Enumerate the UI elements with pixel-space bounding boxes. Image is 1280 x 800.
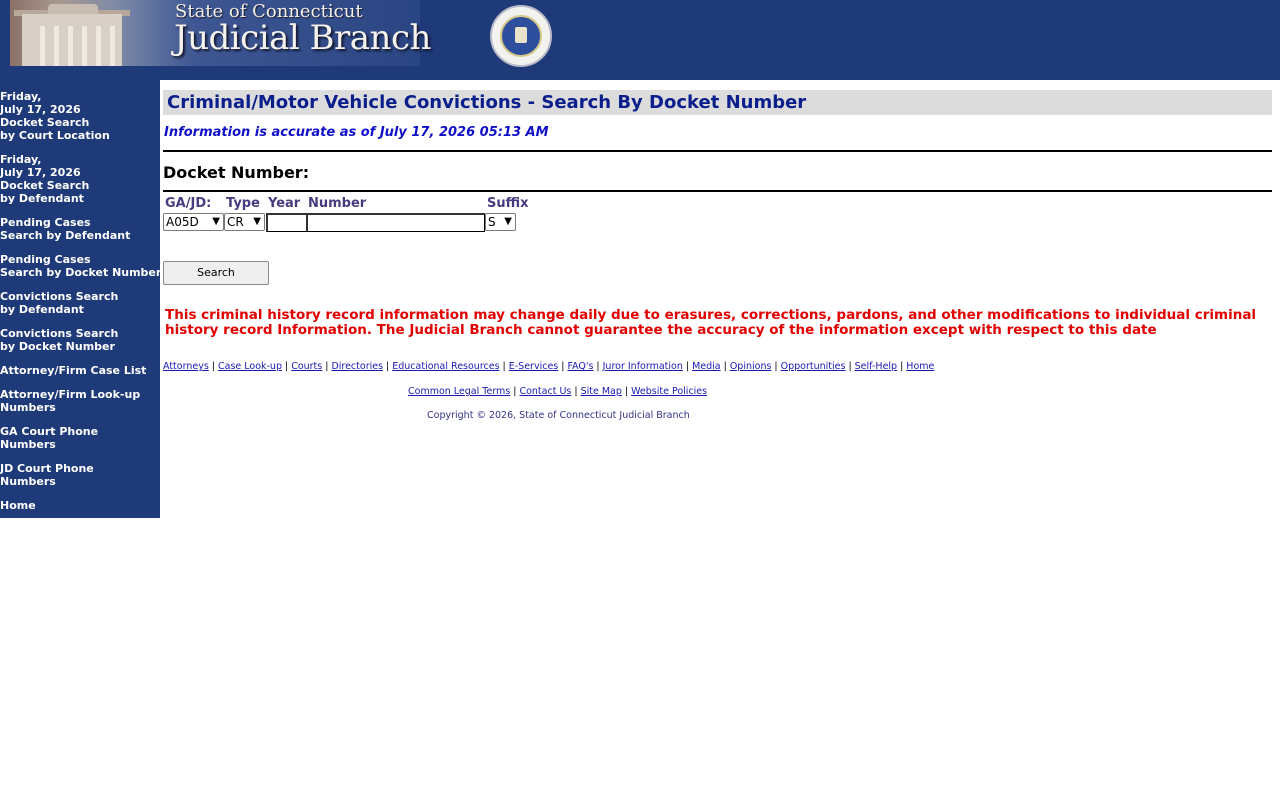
footer-link-courts[interactable]: Courts	[291, 361, 323, 372]
sidebar-item-pending-docket[interactable]: Pending Cases Search by Docket Number	[0, 253, 162, 279]
footer-link-media[interactable]: Media	[692, 361, 721, 372]
number-label: Number	[308, 196, 367, 211]
year-input[interactable]	[266, 213, 307, 232]
copyright: Copyright © 2026, State of Connecticut Judicial Branch	[427, 410, 690, 421]
docket-number-label: Docket Number:	[163, 163, 310, 182]
footer-link-common-legal-terms[interactable]: Common Legal Terms	[408, 386, 511, 397]
sidebar-item-convictions-docket[interactable]: Convictions Search by Docket Number	[0, 327, 119, 353]
footer-link-directories[interactable]: Directories	[331, 361, 384, 372]
footer-link-site-map[interactable]: Site Map	[580, 386, 622, 397]
footer-link-attorneys[interactable]: Attorneys	[163, 361, 209, 372]
sidebar-item-jd-phone[interactable]: JD Court Phone Numbers	[0, 462, 94, 488]
footer-link-case-lookup[interactable]: Case Look-up	[217, 361, 282, 372]
chevron-down-icon: ▼	[212, 216, 220, 227]
divider	[163, 150, 1272, 152]
footer-link-faqs[interactable]: FAQ's	[567, 361, 594, 372]
footer-links-secondary: Common Legal Terms | Contact Us | Site Map | Website Policies	[408, 386, 708, 397]
footer-link-contact-us[interactable]: Contact Us	[519, 386, 572, 397]
year-label: Year	[268, 196, 301, 211]
state-name: State of Connecticut	[175, 1, 363, 22]
disclaimer-text: This criminal history record information may change daily due to erasures, corrections, pardons, and other modifications to individual criminal history record Information. The Judicial Branch cannot guarantee the accuracy of the information except with respect to this date	[165, 307, 1257, 338]
divider	[163, 190, 1272, 192]
accuracy-notice: Information is accurate as of July 17, 2026 05:13 AM	[164, 125, 549, 140]
number-input[interactable]	[306, 213, 485, 232]
sidebar-item-attorney-case-list[interactable]: Attorney/Firm Case List	[0, 364, 147, 377]
sidebar-item-ga-phone[interactable]: GA Court Phone Numbers	[0, 425, 99, 451]
footer-link-opportunities[interactable]: Opportunities	[780, 361, 846, 372]
footer-link-opinions[interactable]: Opinions	[729, 361, 772, 372]
footer-link-e-services[interactable]: E-Services	[508, 361, 559, 372]
type-select[interactable]: CR ▼	[224, 213, 265, 231]
ga-jd-label: GA/JD:	[165, 196, 212, 211]
header-banner	[0, 0, 1280, 80]
footer-link-juror-information[interactable]: Juror Information	[602, 361, 683, 372]
sidebar-item-convictions-defendant[interactable]: Convictions Search by Defendant	[0, 290, 119, 316]
ga-jd-select[interactable]: A05D ▼	[163, 213, 224, 231]
page-title-bar	[163, 90, 1272, 115]
sidebar	[0, 80, 160, 518]
search-button[interactable]: Search	[163, 261, 269, 285]
sidebar-item-home[interactable]: Home	[0, 499, 36, 512]
type-label: Type	[226, 196, 260, 211]
sidebar-item-docket-court-location[interactable]: Friday, July 17, 2026 Docket Search by Court Location	[0, 90, 110, 142]
suffix-label: Suffix	[487, 196, 529, 211]
sidebar-item-attorney-lookup[interactable]: Attorney/Firm Look-up Numbers	[0, 388, 141, 414]
suffix-select[interactable]: S ▼	[485, 213, 516, 231]
sidebar-item-pending-defendant[interactable]: Pending Cases Search by Defendant	[0, 216, 131, 242]
footer-link-self-help[interactable]: Self-Help	[854, 361, 898, 372]
footer-link-educational-resources[interactable]: Educational Resources	[392, 361, 500, 372]
branch-title: Judicial Branch	[174, 18, 431, 58]
footer-links: Attorneys | Case Look-up | Courts | Directories | Educational Resources | E-Services | FAQ's | Juror Information | Media | Opinions | Opportunities | Self-Help | Home	[163, 361, 935, 372]
state-seal-icon	[490, 5, 552, 67]
chevron-down-icon: ▼	[253, 216, 261, 227]
footer-link-home[interactable]: Home	[906, 361, 935, 372]
page-title: Criminal/Motor Vehicle Convictions - Search By Docket Number	[167, 92, 807, 113]
footer-link-website-policies[interactable]: Website Policies	[631, 386, 708, 397]
chevron-down-icon: ▼	[504, 216, 512, 227]
sidebar-item-docket-defendant[interactable]: Friday, July 17, 2026 Docket Search by Defendant	[0, 153, 90, 205]
